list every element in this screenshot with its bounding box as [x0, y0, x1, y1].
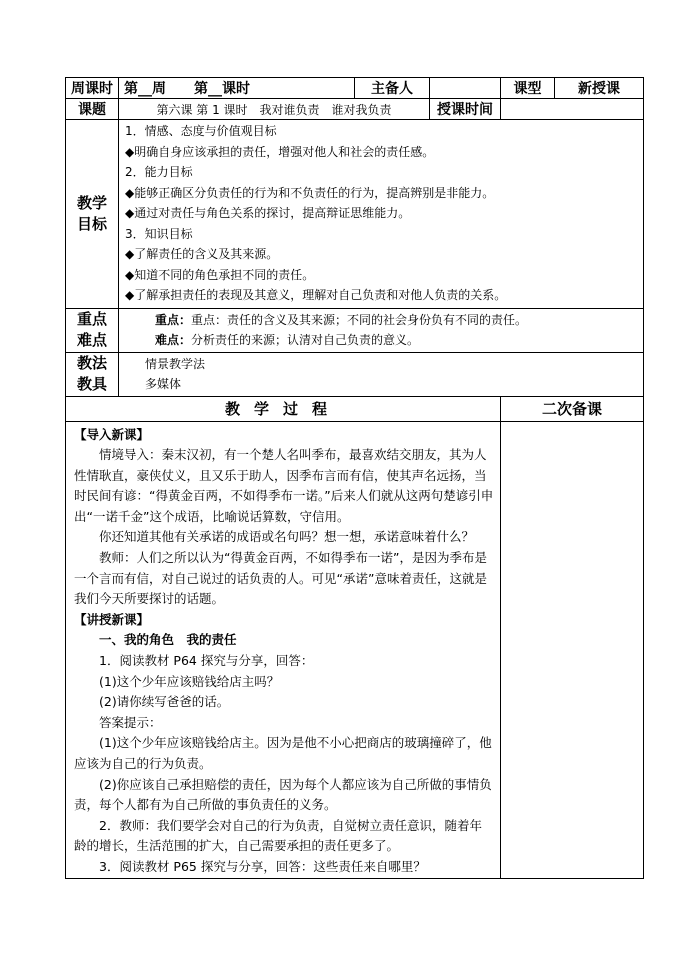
keypoints-label: 重点难点: [66, 308, 119, 352]
keypoints-row: [66, 308, 644, 352]
section-one-title: 一、我的角色 我的责任: [99, 632, 237, 648]
teaching-method: 情景教学法: [145, 356, 206, 371]
lesson-plan-table: [65, 77, 644, 879]
objective-line: ◆了解承担责任的表现及其意义，理解对自己负责和对他人负责的关系。: [125, 288, 507, 302]
difficulty-label: 难点：: [155, 333, 192, 347]
topic-row: [66, 99, 644, 120]
process-body-row: [66, 421, 644, 878]
second-prep-content: [501, 421, 644, 878]
methods-label: 教法教具: [66, 352, 119, 396]
answer-label: 答案提示：: [99, 714, 162, 730]
objective-line: ◆知道不同的角色承担不同的责任。: [125, 267, 315, 282]
methods-content: [119, 352, 644, 396]
objectives-content: [119, 120, 644, 309]
teacher-note-two: 2．教师：我们要学会对自己的行为负责，自觉树立责任意识，随着年龄的增长，生活范围的扩大，自己需要承担的责任更多了。: [74, 817, 482, 854]
type-value: 新授课: [555, 78, 644, 99]
preparer-label: 主备人: [355, 78, 430, 99]
topic-value: 第六课 第 1 课时 我对谁负责 谁对我负责: [119, 99, 430, 120]
answer-two: (2)你应该自己承担赔偿的责任，因为每个人都应该为自己所做的事情负责，每个人都有为自己所做的事负责任的义务。: [74, 776, 492, 813]
question-one-a: (1)这个少年应该赔钱给店主吗？: [99, 673, 280, 689]
objective-line: 2．能力目标: [125, 165, 193, 179]
objective-line: ◆通过对责任与角色关系的探讨，提高辩证思维能力。: [125, 206, 411, 220]
objective-line: ◆明确自身应该承担的责任，增强对他人和社会的责任感。: [125, 144, 435, 159]
question-one-b: (2)请你续写爸爸的话。: [99, 694, 230, 710]
header-row: [66, 78, 644, 99]
objective-line: ◆能够正确区分负责任的行为和不负责任的行为，提高辨别是非能力。: [125, 185, 495, 200]
key-label: 重点：: [155, 312, 192, 327]
second-prep-label: 二次备课: [501, 396, 644, 421]
objectives-row: [66, 120, 644, 309]
process-title: 教学过程: [66, 396, 501, 421]
intro-heading: 【导入新课】: [74, 426, 150, 442]
topic-label: 课题: [66, 99, 119, 120]
intro-paragraph: 情境导入：秦末汉初，有一个楚人名叫季布，最喜欢结交朋友，其为人性情耿直，豪侠仗义，且又乐于助人，因季布言而有信，使其声名远扬，当时民间有谚：“得黄金百两，不如得季布一诺。”后来人们就从这两句楚谚引申出“一诺千金”这个成语，比喻说话算数，守信用。: [74, 447, 494, 524]
lesson-plan-page: [65, 77, 643, 879]
week-label: 周课时: [66, 78, 119, 99]
methods-row: [66, 352, 644, 396]
week-value: 第__周 第__课时: [119, 78, 355, 99]
difficulty-text: 分析责任的来源；认清对自己负责的意义。: [191, 333, 420, 347]
key-text: 重点：责任的含义及其来源；不同的社会身份负有不同的责任。: [191, 312, 528, 327]
time-label: 授课时间: [430, 99, 501, 120]
process-content: [66, 421, 501, 878]
objective-line: ◆了解责任的含义及其来源。: [125, 247, 279, 261]
process-header-row: [66, 396, 644, 421]
intro-teacher: 教师：人们之所以认为“得黄金百两，不如得季布一诺”，是因为季布是一个言而有信，对自己说过的话负责的人。可见“承诺”意味着责任，这就是我们今天所要探讨的话题。: [74, 550, 487, 607]
intro-question: 你还知道其他有关承诺的成语或名句吗？想一想，承诺意味着什么？: [99, 529, 475, 545]
question-one: 1．阅读教材 P64 探究与分享，回答：: [99, 653, 314, 669]
objectives-label: 教学目标: [66, 120, 119, 309]
new-lesson-heading: 【讲授新课】: [74, 611, 150, 627]
keypoints-content: [119, 308, 644, 352]
answer-one: (1)这个少年应该赔钱给店主。因为是他不小心把商店的玻璃撞碎了，他应该为自己的行为负责。: [74, 735, 492, 771]
preparer-value: [430, 78, 501, 99]
type-label: 课型: [501, 78, 555, 99]
objective-line: 1．情感、态度与价值观目标: [125, 124, 277, 138]
teaching-tool: 多媒体: [145, 377, 182, 391]
time-value: [501, 99, 644, 120]
objective-line: 3．知识目标: [125, 226, 193, 241]
question-three: 3．阅读教材 P65 探究与分享，回答：这些责任来自哪里？: [99, 858, 426, 874]
